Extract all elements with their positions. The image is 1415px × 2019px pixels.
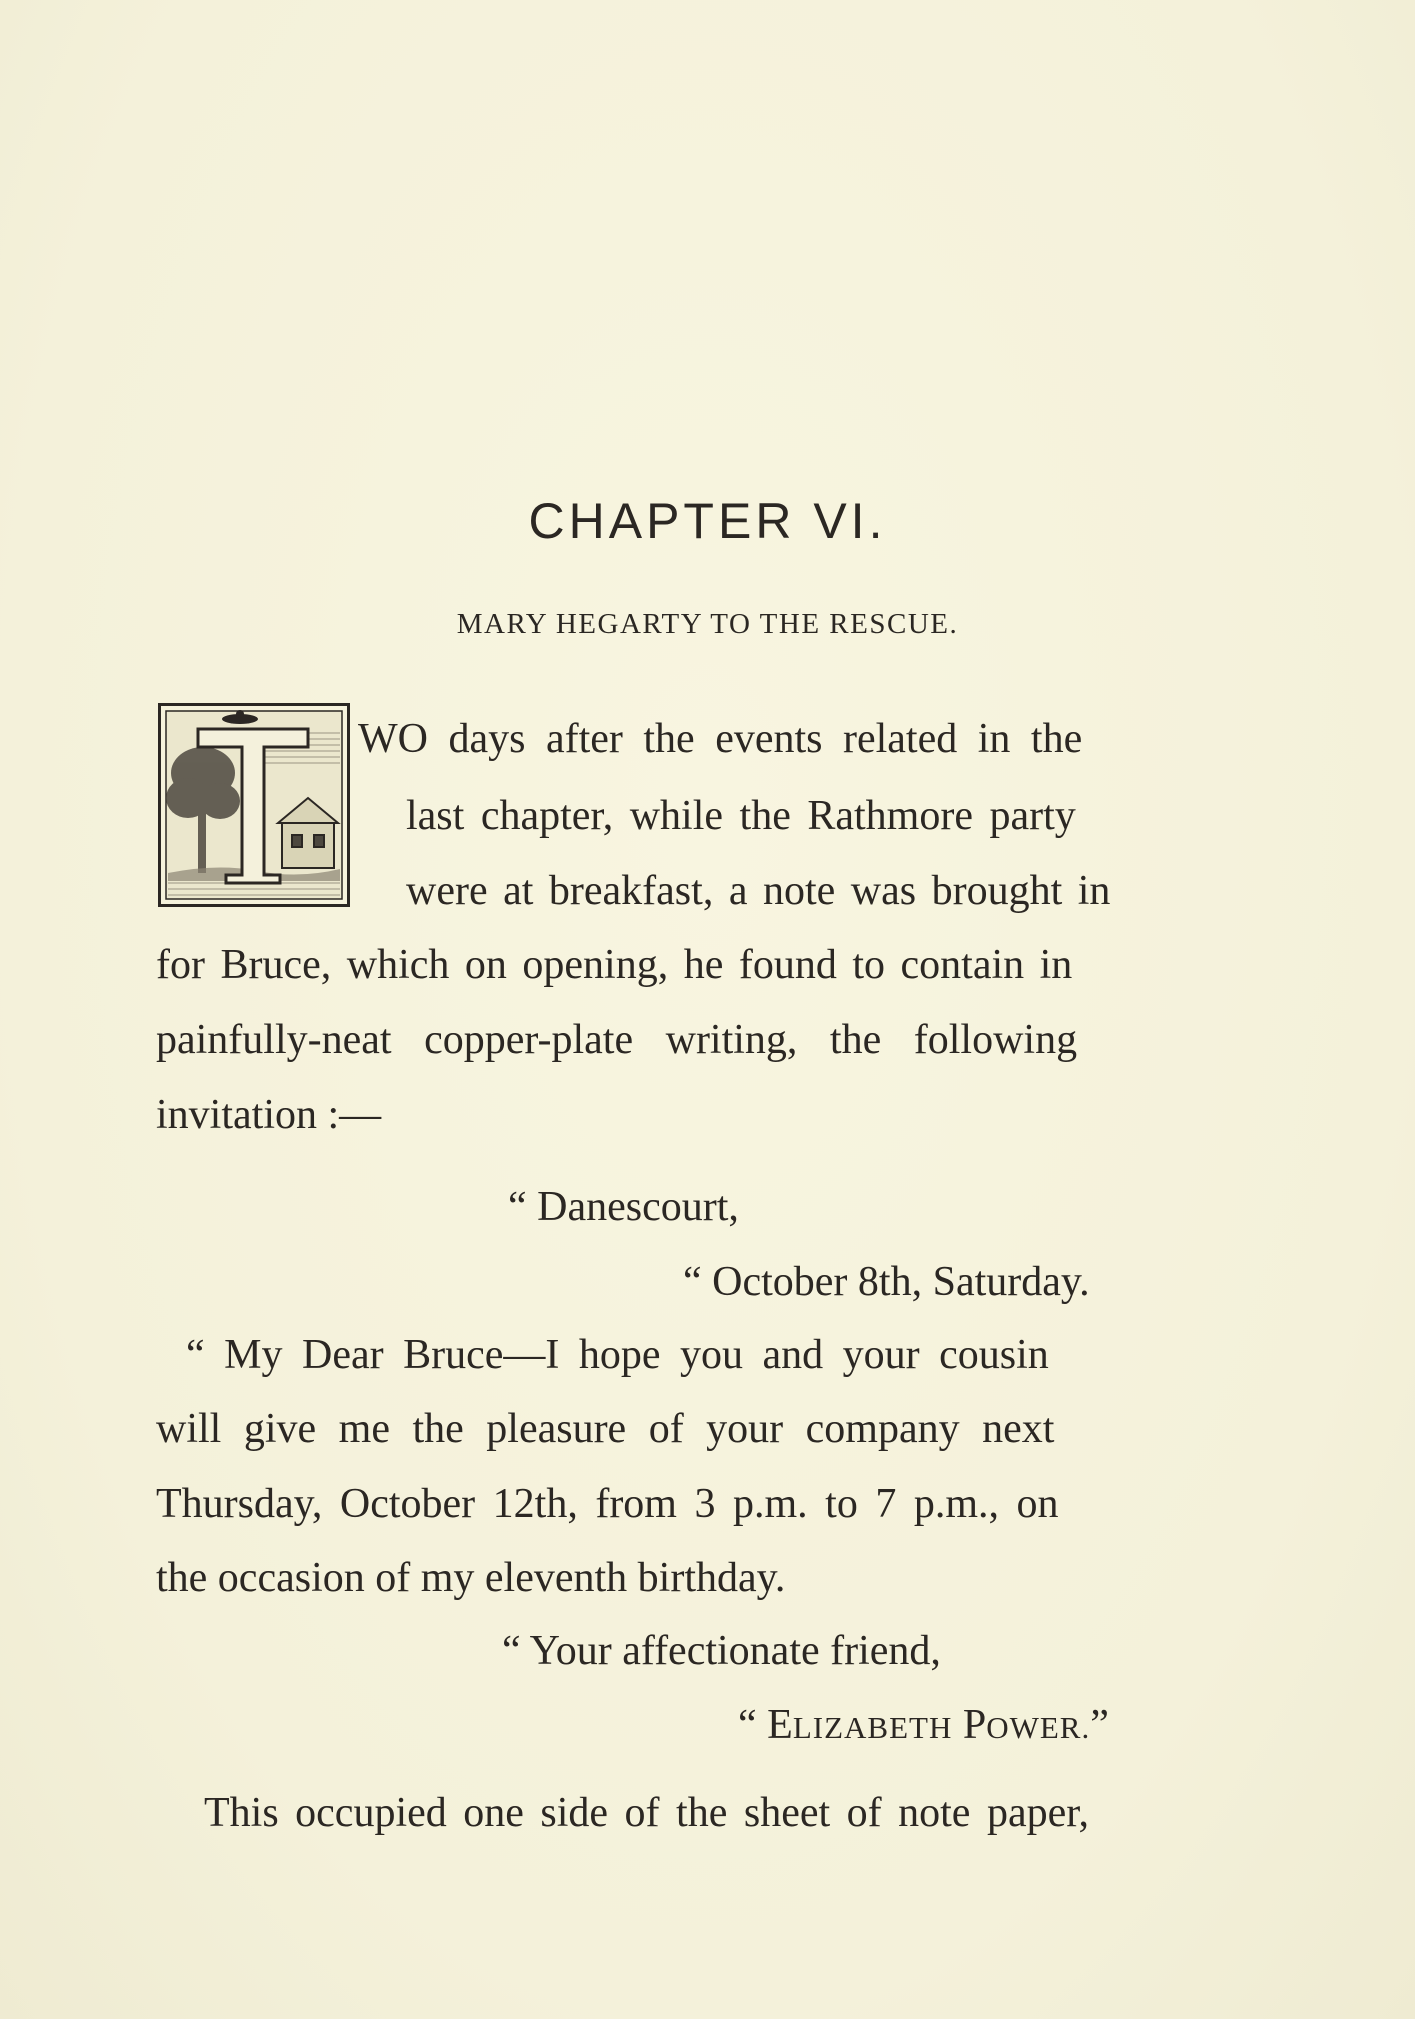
body-line-6: invitation :—	[156, 1092, 382, 1138]
body-line-1-text: WO days after the events related in the	[358, 716, 1083, 762]
signature-last-rest: OWER.	[986, 1710, 1091, 1745]
letter-line-2: will give me the pleasure of your company next	[156, 1406, 1055, 1452]
letter-closing: “ Your affectionate friend,	[502, 1628, 941, 1674]
signature-first-rest: LIZABETH	[792, 1710, 953, 1745]
letter-line-1: “ My Dear Bruce—I hope you and your cousin	[186, 1332, 1049, 1378]
letter-date: “ October 8th, Saturday.	[683, 1259, 1090, 1305]
body-line-1	[358, 718, 1256, 760]
drop-cap-illustration	[158, 703, 350, 907]
continuation-line: This occupied one side of the sheet of note paper,	[204, 1790, 1090, 1836]
chapter-subtitle: MARY HEGARTY TO THE RESCUE.	[456, 608, 959, 640]
body-line-4: for Bruce, which on opening, he found to contain in	[156, 942, 1073, 988]
signature-first-initial: E	[767, 1702, 793, 1748]
chapter-title: CHAPTER VI.	[528, 493, 887, 549]
signature-last-initial: P	[962, 1702, 987, 1748]
letter-signature	[738, 1704, 1109, 1746]
letter-line-4: the occasion of my eleventh birthday.	[156, 1555, 786, 1601]
body-line-5: painfully-neat copper-plate writing, the following	[156, 1017, 1078, 1063]
letter-line-3: Thursday, October 12th, from 3 p.m. to 7 p.m., on	[156, 1481, 1059, 1527]
signature-open-quote: “	[738, 1702, 768, 1748]
letter-address: “ Danescourt,	[508, 1184, 739, 1230]
signature-close-quote: ”	[1090, 1702, 1109, 1748]
body-line-2: last chapter, while the Rathmore party	[406, 793, 1076, 839]
body-line-3: were at breakfast, a note was brought in	[406, 868, 1111, 914]
